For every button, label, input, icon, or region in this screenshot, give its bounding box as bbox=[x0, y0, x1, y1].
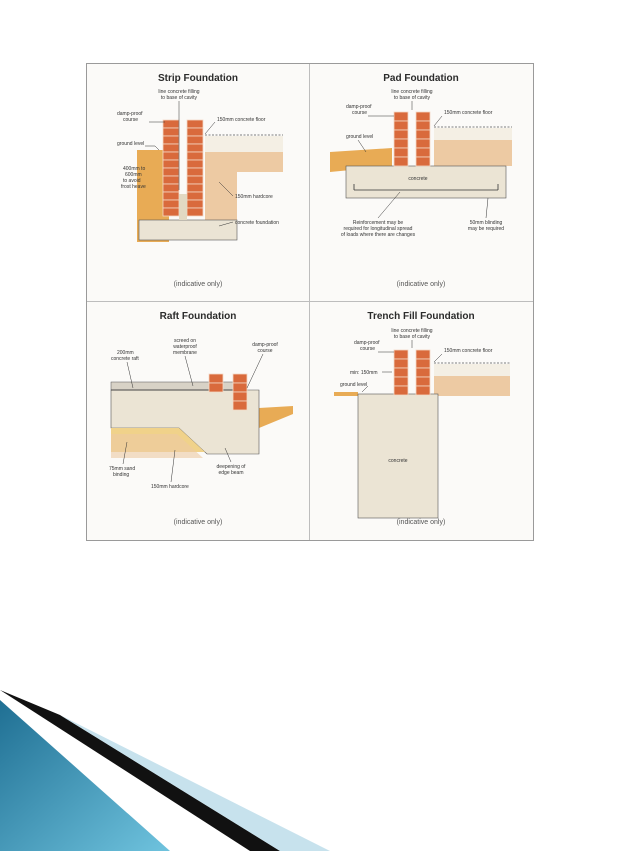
strip-depth-label-4: frost heave bbox=[121, 184, 146, 190]
trench-cavity-label-1: line concrete filling bbox=[391, 328, 433, 334]
raft-raft-label-1: 200mm bbox=[117, 350, 134, 356]
pad-floor-label: 150mm concrete floor bbox=[444, 110, 493, 116]
raft-sand-label-1: 75mm sand bbox=[109, 466, 136, 472]
pad-reinf-label-2: required for longitudinal spread bbox=[343, 226, 413, 232]
strip-dpc-label-2: course bbox=[123, 117, 139, 123]
raft-raft-label-2: concrete raft bbox=[111, 356, 139, 362]
raft-edge-label-1: deepening of bbox=[216, 464, 246, 470]
raft-dpc-label-2: course bbox=[257, 348, 273, 354]
strip-depth-label-3: to avoid bbox=[123, 178, 141, 184]
strip-cavity-label-1: line concrete filling bbox=[158, 89, 200, 95]
raft-sand-label-2: binding bbox=[113, 472, 130, 478]
pad-blinding-label-1: 50mm blinding bbox=[469, 220, 503, 226]
pad-reinf-label-3: of loads where there are changes bbox=[340, 232, 416, 238]
strip-foundation-label: concrete foundation bbox=[235, 220, 279, 226]
trench-cavity-label-2: to base of cavity bbox=[393, 334, 431, 340]
pad-ground-label: ground level bbox=[346, 134, 374, 140]
strip-dpc-label-1: damp-proof bbox=[117, 111, 143, 117]
trench-dpc-label-1: damp-proof bbox=[354, 340, 380, 346]
pad-dpc-label-2: course bbox=[352, 110, 368, 116]
pad-cavity-label-2: to base of cavity bbox=[393, 95, 431, 101]
trench-concrete-label: concrete bbox=[388, 458, 408, 464]
trench-title: Trench Fill Foundation bbox=[367, 311, 475, 322]
raft-edge-label-2: edge beam bbox=[218, 470, 244, 476]
raft-title: Raft Foundation bbox=[159, 311, 237, 322]
strip-caption: (indicative only) bbox=[173, 281, 223, 288]
strip-depth-label-1: 400mm to bbox=[123, 166, 146, 172]
pad-reinf-label-1: Reinforcement may be bbox=[352, 220, 404, 226]
raft-screed-label-3: membrane bbox=[173, 350, 197, 356]
trench-min-label: min: 150mm bbox=[350, 370, 378, 376]
trench-ground-label: ground level bbox=[340, 382, 368, 388]
pad-title: Pad Foundation bbox=[383, 73, 459, 84]
raft-caption: (indicative only) bbox=[173, 519, 223, 526]
pad-caption: (indicative only) bbox=[396, 281, 446, 288]
trench-dpc-label-2: course bbox=[360, 346, 376, 352]
pad-dpc-label-1: damp-proof bbox=[346, 104, 372, 110]
strip-hardcore-label: 150mm hardcore bbox=[235, 194, 273, 200]
pad-cavity-label-1: line concrete filling bbox=[391, 89, 433, 95]
trench-caption: (indicative only) bbox=[396, 519, 446, 526]
strip-cavity-label-2: to base of cavity bbox=[160, 95, 198, 101]
trench-floor-label: 150mm concrete floor bbox=[444, 348, 493, 354]
raft-screed-label-2: waterproof bbox=[173, 344, 197, 350]
strip-title: Strip Foundation bbox=[158, 73, 238, 84]
raft-screed-label-1: screed on bbox=[174, 338, 196, 344]
pad-blinding-label-2: may be required bbox=[467, 226, 505, 232]
raft-hardcore-label: 150mm hardcore bbox=[151, 484, 189, 490]
pad-concrete-label: concrete bbox=[408, 176, 428, 182]
raft-dpc-label-1: damp-proof bbox=[252, 342, 278, 348]
strip-depth-label-2: 600mm bbox=[125, 172, 142, 178]
strip-floor-label: 150mm concrete floor bbox=[217, 117, 266, 123]
strip-ground-label: ground level bbox=[117, 141, 145, 147]
